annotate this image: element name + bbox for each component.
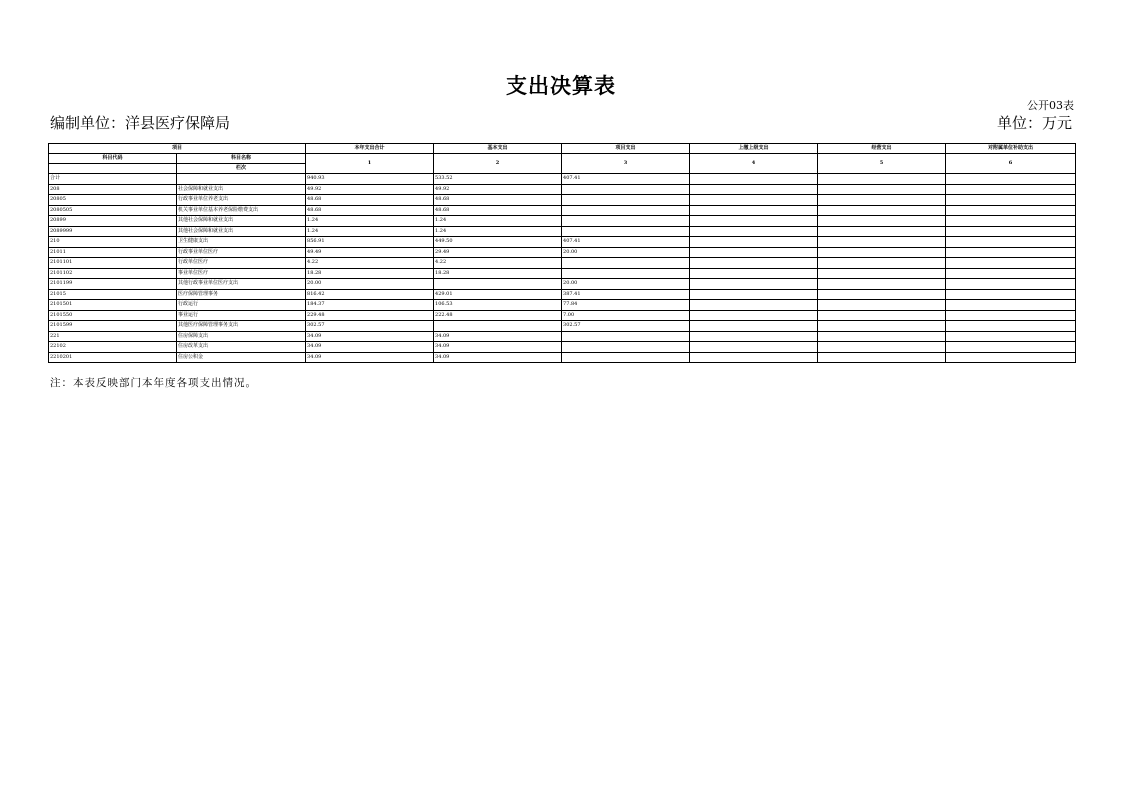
cell-total: 49.49 <box>306 247 434 258</box>
cell-empty <box>690 268 818 279</box>
cell-empty <box>946 247 1076 258</box>
cell-code: 合计 <box>49 174 177 185</box>
compiling-unit: 编制单位：洋县医疗保障局 <box>50 114 231 132</box>
form-number: 公开03表 <box>1027 99 1074 112</box>
cell-empty <box>818 237 946 248</box>
cell-empty <box>946 279 1076 290</box>
cell-empty <box>818 300 946 311</box>
header-operating: 经营支出 <box>818 144 946 154</box>
cell-empty <box>946 310 1076 321</box>
expenditure-table <box>48 143 1076 363</box>
cell-empty <box>690 321 818 332</box>
header-blank <box>49 164 177 174</box>
cell-name: 其他社会保障和就业支出 <box>177 226 306 237</box>
cell-code: 2101199 <box>49 279 177 290</box>
cell-name: 其他行政事业单位医疗支出 <box>177 279 306 290</box>
cell-basic: 34.09 <box>434 352 562 363</box>
cell-total: 4.22 <box>306 258 434 269</box>
cell-empty <box>818 310 946 321</box>
cell-empty <box>818 289 946 300</box>
cell-total: 48.68 <box>306 195 434 206</box>
currency-unit: 单位：万元 <box>996 114 1072 132</box>
cell-total: 229.48 <box>306 310 434 321</box>
cell-total: 184.37 <box>306 300 434 311</box>
cell-empty <box>690 237 818 248</box>
cell-project <box>562 268 690 279</box>
cell-code: 2210201 <box>49 352 177 363</box>
cell-project <box>562 195 690 206</box>
cell-code: 2101550 <box>49 310 177 321</box>
cell-total: 48.68 <box>306 205 434 216</box>
cell-basic <box>434 279 562 290</box>
cell-code: 210 <box>49 237 177 248</box>
cell-name: 社会保障和就业支出 <box>177 184 306 195</box>
cell-empty <box>818 195 946 206</box>
cell-project: 7.00 <box>562 310 690 321</box>
cell-total: 1.24 <box>306 226 434 237</box>
cell-project: 20.00 <box>562 247 690 258</box>
cell-empty <box>690 310 818 321</box>
table-row <box>49 258 1076 269</box>
cell-name: 行政事业单位养老支出 <box>177 195 306 206</box>
cell-total: 302.57 <box>306 321 434 332</box>
cell-basic: 106.53 <box>434 300 562 311</box>
cell-empty <box>818 216 946 227</box>
table-row <box>49 237 1076 248</box>
cell-empty <box>690 205 818 216</box>
cell-project <box>562 331 690 342</box>
cell-code: 20899 <box>49 216 177 227</box>
cell-project <box>562 226 690 237</box>
cell-empty <box>946 237 1076 248</box>
cell-empty <box>690 258 818 269</box>
cell-total: 20.00 <box>306 279 434 290</box>
cell-basic: 34.09 <box>434 331 562 342</box>
cell-empty <box>690 300 818 311</box>
cell-total: 816.42 <box>306 289 434 300</box>
cell-empty <box>818 342 946 353</box>
table-row <box>49 342 1076 353</box>
cell-total: 34.09 <box>306 331 434 342</box>
cell-code: 2089999 <box>49 226 177 237</box>
cell-project <box>562 342 690 353</box>
cell-empty <box>946 226 1076 237</box>
cell-empty <box>818 226 946 237</box>
cell-project <box>562 258 690 269</box>
header-project-expenditure: 项目支出 <box>562 144 690 154</box>
cell-empty <box>690 247 818 258</box>
cell-name: 机关事业单位基本养老保险缴费支出 <box>177 205 306 216</box>
table-row <box>49 268 1076 279</box>
header-affiliated: 对附属单位补助支出 <box>946 144 1076 154</box>
table-row <box>49 247 1076 258</box>
cell-basic: 222.48 <box>434 310 562 321</box>
cell-empty <box>946 258 1076 269</box>
table-row <box>49 310 1076 321</box>
cell-empty <box>946 352 1076 363</box>
cell-name: 住房公积金 <box>177 352 306 363</box>
cell-code: 221 <box>49 331 177 342</box>
table-row <box>49 279 1076 290</box>
col-number: 2 <box>434 154 562 174</box>
cell-empty <box>818 174 946 185</box>
table-row <box>49 289 1076 300</box>
cell-code: 2101101 <box>49 258 177 269</box>
cell-code: 21015 <box>49 289 177 300</box>
cell-basic: 34.09 <box>434 342 562 353</box>
cell-total: 34.09 <box>306 342 434 353</box>
cell-project <box>562 205 690 216</box>
cell-name: 卫生健康支出 <box>177 237 306 248</box>
cell-project <box>562 352 690 363</box>
cell-empty <box>818 258 946 269</box>
cell-name: 其他社会保障和就业支出 <box>177 216 306 227</box>
cell-empty <box>690 331 818 342</box>
cell-name: 医疗保障管理事务 <box>177 289 306 300</box>
cell-empty <box>946 331 1076 342</box>
table-note: 注：本表反映部门本年度各项支出情况。 <box>50 377 257 389</box>
cell-basic: 48.68 <box>434 205 562 216</box>
cell-empty <box>690 226 818 237</box>
cell-project: 302.57 <box>562 321 690 332</box>
cell-code: 2101599 <box>49 321 177 332</box>
header-subsidy: 上缴上级支出 <box>690 144 818 154</box>
cell-project: 407.41 <box>562 237 690 248</box>
cell-empty <box>690 195 818 206</box>
cell-code: 208 <box>49 184 177 195</box>
cell-total: 1.24 <box>306 216 434 227</box>
cell-basic: 48.68 <box>434 195 562 206</box>
header-col-idx: 栏次 <box>177 164 306 174</box>
cell-name: 行政单位医疗 <box>177 258 306 269</box>
cell-basic: 4.22 <box>434 258 562 269</box>
cell-basic: 449.50 <box>434 237 562 248</box>
header-code: 科目代码 <box>49 154 177 164</box>
cell-empty <box>818 184 946 195</box>
cell-empty <box>946 205 1076 216</box>
cell-empty <box>690 289 818 300</box>
cell-basic: 18.28 <box>434 268 562 279</box>
cell-empty <box>818 205 946 216</box>
cell-basic: 429.01 <box>434 289 562 300</box>
cell-empty <box>818 321 946 332</box>
table-row <box>49 174 1076 185</box>
cell-empty <box>946 289 1076 300</box>
cell-empty <box>946 195 1076 206</box>
cell-code: 20805 <box>49 195 177 206</box>
header-project: 项目 <box>49 144 306 154</box>
cell-basic: 1.24 <box>434 216 562 227</box>
table-row <box>49 331 1076 342</box>
cell-total: 940.93 <box>306 174 434 185</box>
cell-empty <box>690 174 818 185</box>
cell-total: 34.09 <box>306 352 434 363</box>
cell-project <box>562 216 690 227</box>
cell-empty <box>946 268 1076 279</box>
cell-project: 407.41 <box>562 174 690 185</box>
col-number: 1 <box>306 154 434 174</box>
cell-empty <box>946 216 1076 227</box>
cell-name: 行政运行 <box>177 300 306 311</box>
cell-name <box>177 174 306 185</box>
cell-basic <box>434 321 562 332</box>
cell-empty <box>818 331 946 342</box>
col-number: 4 <box>690 154 818 174</box>
col-number: 6 <box>946 154 1076 174</box>
header-name: 科目名称 <box>177 154 306 164</box>
cell-empty <box>690 352 818 363</box>
report-title: 支出决算表 <box>506 74 616 98</box>
cell-name: 事业单位医疗 <box>177 268 306 279</box>
cell-project <box>562 184 690 195</box>
cell-code: 2080505 <box>49 205 177 216</box>
table-row <box>49 352 1076 363</box>
cell-total: 49.92 <box>306 184 434 195</box>
cell-code: 2101102 <box>49 268 177 279</box>
cell-code: 22102 <box>49 342 177 353</box>
col-number: 5 <box>818 154 946 174</box>
cell-empty <box>818 279 946 290</box>
cell-total: 856.91 <box>306 237 434 248</box>
table-row <box>49 184 1076 195</box>
cell-total: 18.28 <box>306 268 434 279</box>
cell-empty <box>946 184 1076 195</box>
cell-name: 住房保障支出 <box>177 331 306 342</box>
cell-project: 387.41 <box>562 289 690 300</box>
table-row <box>49 226 1076 237</box>
table-row <box>49 321 1076 332</box>
col-number: 3 <box>562 154 690 174</box>
cell-empty <box>818 268 946 279</box>
cell-empty <box>946 321 1076 332</box>
cell-code: 21011 <box>49 247 177 258</box>
header-total: 本年支出合计 <box>306 144 434 154</box>
cell-empty <box>690 184 818 195</box>
cell-name: 事业运行 <box>177 310 306 321</box>
cell-empty <box>690 216 818 227</box>
cell-empty <box>818 352 946 363</box>
table-row <box>49 205 1076 216</box>
cell-name: 行政事业单位医疗 <box>177 247 306 258</box>
cell-basic: 49.92 <box>434 184 562 195</box>
cell-empty <box>690 279 818 290</box>
table-row <box>49 195 1076 206</box>
cell-basic: 533.52 <box>434 174 562 185</box>
cell-empty <box>946 342 1076 353</box>
cell-empty <box>946 300 1076 311</box>
cell-basic: 1.24 <box>434 226 562 237</box>
cell-name: 其他医疗保障管理事务支出 <box>177 321 306 332</box>
table-row <box>49 216 1076 227</box>
cell-basic: 29.49 <box>434 247 562 258</box>
cell-project: 77.84 <box>562 300 690 311</box>
cell-name: 住房改革支出 <box>177 342 306 353</box>
cell-code: 2101501 <box>49 300 177 311</box>
table-row <box>49 300 1076 311</box>
cell-project: 20.00 <box>562 279 690 290</box>
cell-empty <box>818 247 946 258</box>
cell-empty <box>690 342 818 353</box>
header-basic: 基本支出 <box>434 144 562 154</box>
cell-empty <box>946 174 1076 185</box>
